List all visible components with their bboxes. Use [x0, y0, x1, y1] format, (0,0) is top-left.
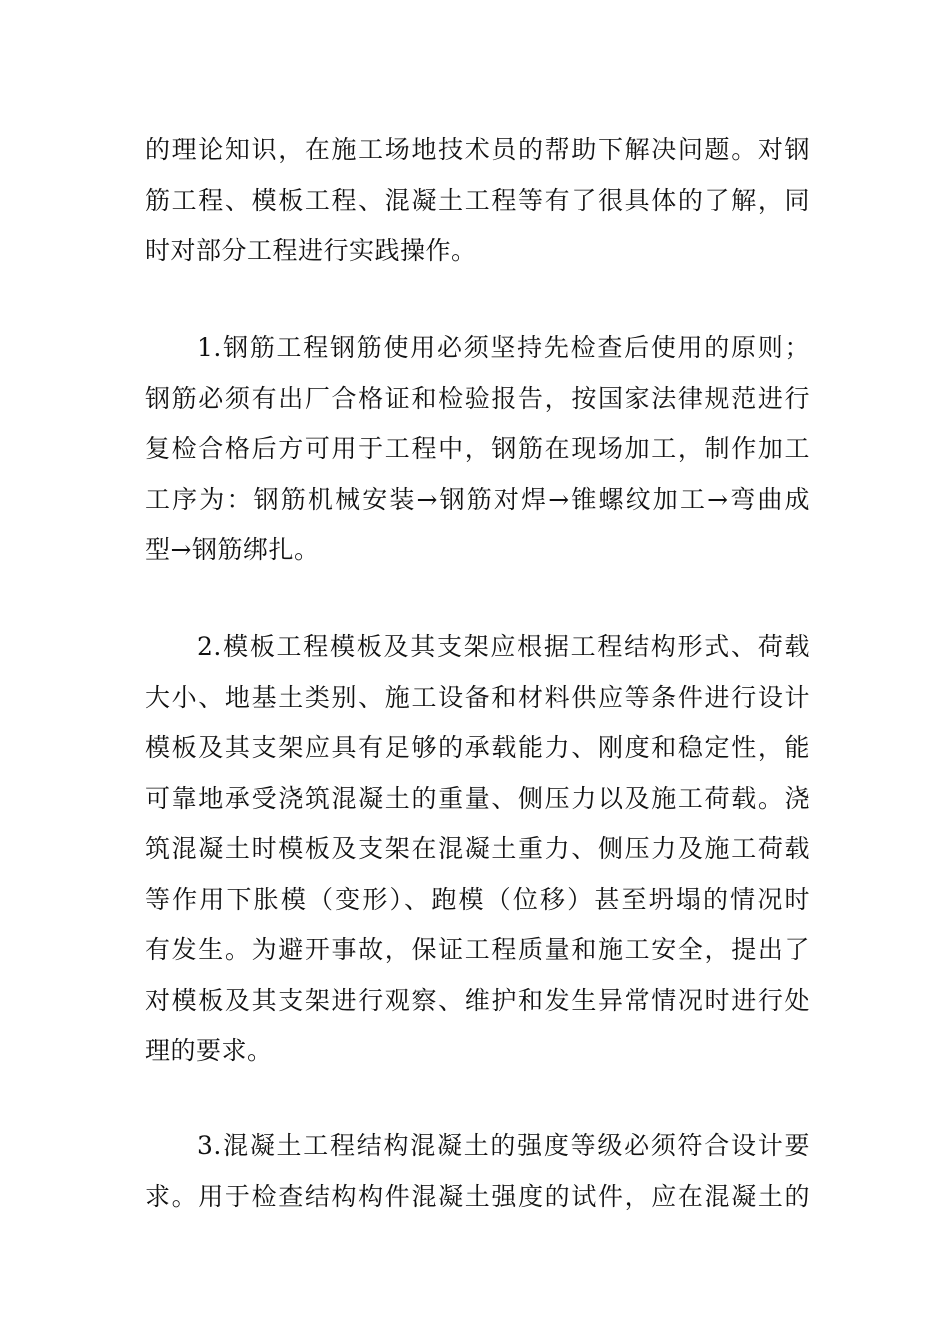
text-line: 有发生。为避开事故，保证工程质量和施工安全，提出了	[145, 935, 810, 964]
text-line: 工序为：钢筋机械安装→钢筋对焊→锥螺纹加工→弯曲成	[145, 484, 810, 514]
paragraph-rebar-work	[145, 323, 810, 576]
text-line: 2.模板工程模板及其支架应根据工程结构形式、荷载	[197, 632, 810, 661]
text-line: 3.混凝土工程结构混凝土的强度等级必须符合设计要	[197, 1131, 810, 1160]
text-line: 型→钢筋绑扎。	[145, 535, 320, 564]
text-line: 时对部分工程进行实践操作。	[145, 236, 477, 265]
text-line: 的理论知识，在施工场地技术员的帮助下解决问题。对钢	[145, 135, 810, 164]
paragraph-formwork	[145, 622, 810, 1077]
text-line: 复检合格后方可用于工程中，钢筋在现场加工，制作加工	[145, 434, 810, 463]
text-line: 等作用下胀模（变形）、跑模（位移）甚至坍塌的情况时	[145, 884, 810, 914]
paragraph-concrete-work	[145, 1121, 810, 1222]
text-line: 筋工程、模板工程、混凝土工程等有了很具体的了解，同	[145, 185, 810, 215]
text-line: 1.钢筋工程钢筋使用必须坚持先检查后使用的原则；	[197, 333, 810, 362]
text-line: 钢筋必须有出厂合格证和检验报告，按国家法律规范进行	[145, 383, 810, 413]
paragraph-continuation	[145, 125, 810, 277]
text-line: 理的要求。	[145, 1036, 273, 1065]
text-line: 筑混凝土时模板及支架在混凝土重力、侧压力及施工荷载	[145, 834, 810, 863]
text-line: 可靠地承受浇筑混凝土的重量、侧压力以及施工荷载。浇	[145, 783, 810, 813]
text-line: 求。用于检查结构构件混凝土强度的试件，应在混凝土的	[145, 1181, 810, 1211]
text-line: 大小、地基土类别、施工设备和材料供应等条件进行设计	[145, 682, 810, 712]
text-line: 模板及其支架应具有足够的承载能力、刚度和稳定性，能	[145, 733, 810, 762]
text-line: 对模板及其支架进行观察、维护和发生异常情况时进行处	[145, 985, 810, 1015]
